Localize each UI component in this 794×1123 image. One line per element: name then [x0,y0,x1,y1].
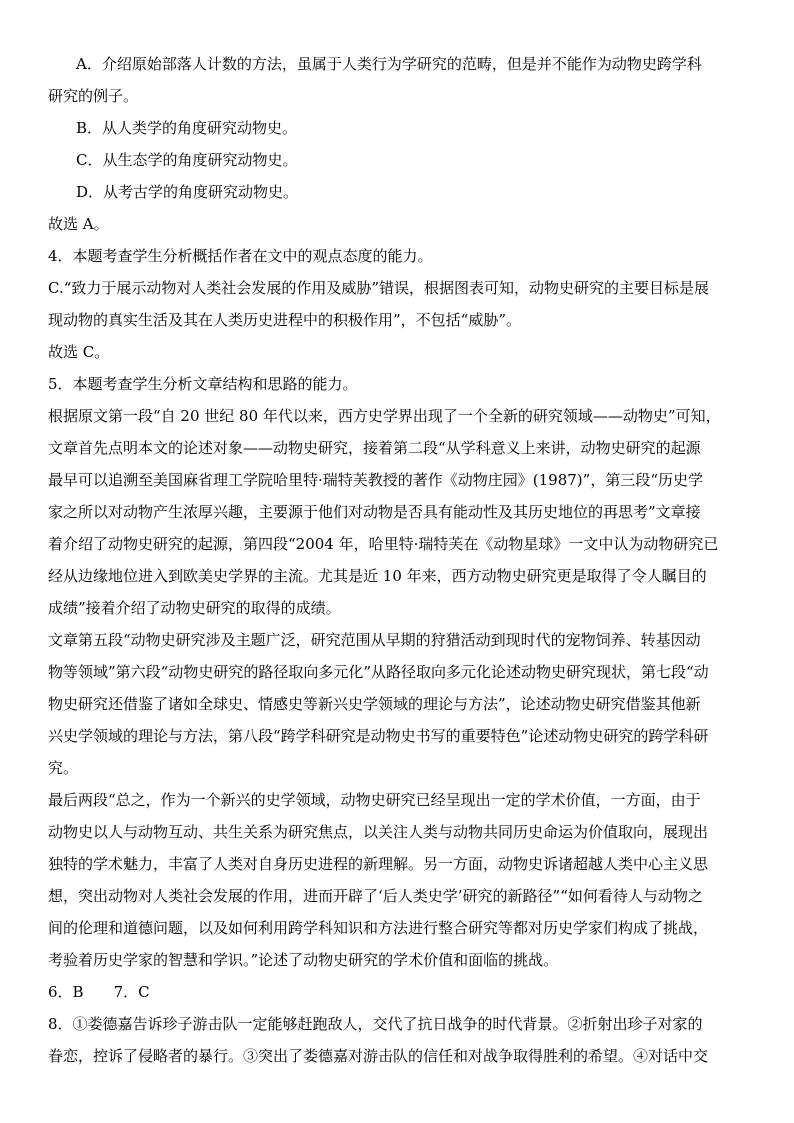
question-5-body-line-2: 文章首先点明本文的论述对象——动物史研究，接着第二段“从学科意义上来讲，动物史研究的起源 [48,439,701,457]
question-5-heading: 5．本题考查学生分析文章结构和思路的能力。 [48,375,358,393]
question-5-body-line-7: 成绩”接着介绍了动物史研究的取得的成绩。 [48,599,341,617]
question-5-para2-line-1: 文章第五段“动物史研究涉及主题广泛，研究范围从早期的狩猎活动到现时代的宠物饲养、转基因动 [48,631,701,649]
question-5-body-line-1: 根据原文第一段“自 20 世纪 80 年代以来，西方史学界出现了一个全新的研究领域——动物史”可知， [48,407,721,425]
option-b-line: B．从人类学的角度研究动物史。 [76,119,298,137]
option-d-line: D．从考古学的角度研究动物史。 [76,183,299,201]
answers-6-7-line: 6．B 7．C [48,983,150,1001]
option-a-line-2: 研究的例子。 [48,87,139,105]
question-4-body-line-1: C.“致力于展示动物对人类社会发展的作用及威胁”错误，根据图表可知，动物史研究的主要目标是展 [48,279,710,297]
question-5-para3-line-2: 动物史以人与动物互动、共生关系为研究焦点，以关注人类与动物共同历史命运为价值取向，展现出 [48,823,709,841]
option-a-line-1: A．介绍原始部落人计数的方法，虽属于人类行为学研究的范畴，但是并不能作为动物史跨学科 [76,55,702,73]
question-4-body-line-2: 现动物的真实生活及其在人类历史进程中的积极作用”，不包括“威胁”。 [48,311,522,329]
question-5-para2-line-2: 物等领域”第六段“动物史研究的路径取向多元化”从路径取向多元化论述动物史研究现状，第七段“动 [48,663,709,681]
question-5-para2-line-4: 兴史学领域的理论与方法，第八段“跨学科研究是动物史书写的重要特色”论述动物史研究的跨学科研 [48,727,709,745]
question-5-para2-line-5: 究。 [48,759,79,777]
question-5-body-line-5: 着介绍了动物史研究的起源，第四段“2004 年，哈里特·瑞特芙在《动物星球》一文中认为动物研究已 [48,535,719,553]
question-5-body-line-6: 经从边缘地位进入到欧美史学界的主流。尤其是近 10 年来，西方动物史研究更是取得了令人瞩目的 [48,567,707,585]
question-5-para3-line-6: 考验着历史学家的智慧和学识。”论述了动物史研究的学术价值和面临的挑战。 [48,951,559,969]
question-5-para3-line-5: 间的伦理和道德问题，以及如何利用跨学科知识和方法进行整合研究等都对历史学家们构成了挑战， [48,919,709,937]
question-5-para3-line-3: 独特的学术魅力，丰富了人类对自身历史进程的新理解。另一方面，动物史诉诸超越人类中心主义思 [48,855,709,873]
question-8-line-1: 8．①娄德嘉告诉珍子游击队一定能够赶跑敌人，交代了抗日战争的时代背景。②折射出珍子对家的 [48,1015,703,1033]
question-4-heading: 4．本题考查学生分析概括作者在文中的观点态度的能力。 [48,247,433,265]
question-5-body-line-3: 最早可以追溯至美国麻省理工学院哈里特·瑞特芙教授的著作《动物庄园》(1987)”，第三段“历史学 [48,471,703,489]
question-8-line-2: 眷恋，控诉了侵略者的暴行。③突出了娄德嘉对游击队的信任和对战争取得胜利的希望。④对话中交 [48,1047,709,1065]
question-5-para3-line-4: 想，突出动物对人类社会发展的作用，进而开辟了‘后人类史学’研究的新路径”“如何看待人与动物之 [48,887,703,905]
question-5-para2-line-3: 物史研究还借鉴了诸如全球史、情感史等新兴史学领域的理论与方法”，论述动物史研究借鉴其他新 [48,695,701,713]
answer-4-line: 故选 C。 [48,343,110,361]
option-c-line: C．从生态学的角度研究动物史。 [76,151,298,169]
document-page [48,48,748,1072]
question-5-body-line-4: 家之所以对动物产生浓厚兴趣，主要源于他们对动物是否具有能动性及其历史地位的再思考”文章接 [48,503,701,521]
question-5-para3-line-1: 最后两段“总之，作为一个新兴的史学领域，动物史研究已经呈现出一定的学术价值，一方面，由于 [48,791,701,809]
answer-3-line: 故选 A。 [48,215,109,233]
